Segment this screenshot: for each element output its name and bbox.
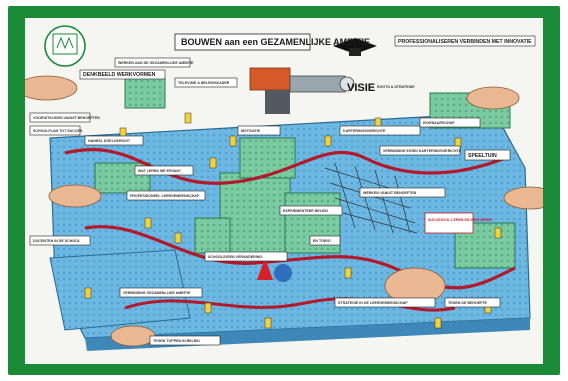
label-19: TEGEN TOPPEN IN BELEID [153,339,200,343]
label-9: WERKEN VANUIT BEHOEFTEN [363,191,417,195]
hand-left-top [25,76,77,100]
hand-right-top [467,87,519,109]
label-15: SCHOOLEIGEN VERANDERING [208,255,263,259]
hand-left-mid [49,185,101,207]
title-text: BOUWEN aan een GEZAMENLIJKE AMBITIE [181,37,371,47]
visie-label: VISIE [347,82,376,94]
label-4: HANDEL DOELGERICHT [88,139,131,143]
label-12: DOCENTEN IN DE SCHOOL [33,239,81,243]
label-8: KARTERINGSGERICHTE [343,129,386,133]
illustration-canvas [25,18,543,364]
hand-bottom-left [111,326,155,346]
label-3: VOORUITKIJKEN VANUIT BEHOEFTEN [33,116,100,120]
label-22: SCHOOLPLAN TOT SUCCES [33,129,83,133]
label-7: MOTIVATIE [241,129,261,133]
label-11: SPEELTUIN [468,153,497,159]
label-5: WAT LEREN WE ERVAN? [138,169,182,173]
blue-ball [274,264,292,282]
logo [45,26,85,66]
badge-text: SUCCESVOL LEREN EN INNOVEREN [428,218,492,222]
label-0: PROFESSIONALISEREN VERBINDEN MET INNOVATIE [398,39,532,45]
label-6: PROFESSIONEEL LEERGEMEENSCHAP [130,194,200,198]
label-2: WERKEN AAN DE GEZAMENLIJKE AMBITIE [118,61,194,65]
visie-sublabel: ROOTS & STRATEGIE [377,85,415,89]
label-1: DENKBEELD WERKVORMEN [83,72,156,78]
label-20: TELEVISIE & BELEIDSKADER [178,81,230,85]
label-14: EN TOEN? [313,239,332,243]
label-17: STRATEGIE IN DE LEERGEMEENSCHAP [338,301,408,305]
label-10: EIGENAARSCHAP [423,121,455,125]
illustration [25,18,543,364]
label-18: TEGEN DE BEHOEFTE [448,301,487,305]
label-16: VERBINDING GEZAMENLIJKE AMBITIE [123,291,191,295]
label-13: EXPERIMENTEER BELEID [283,209,328,213]
label-21: VERBINDING EIGEN KARTERINGSGERICHTE [383,149,462,153]
